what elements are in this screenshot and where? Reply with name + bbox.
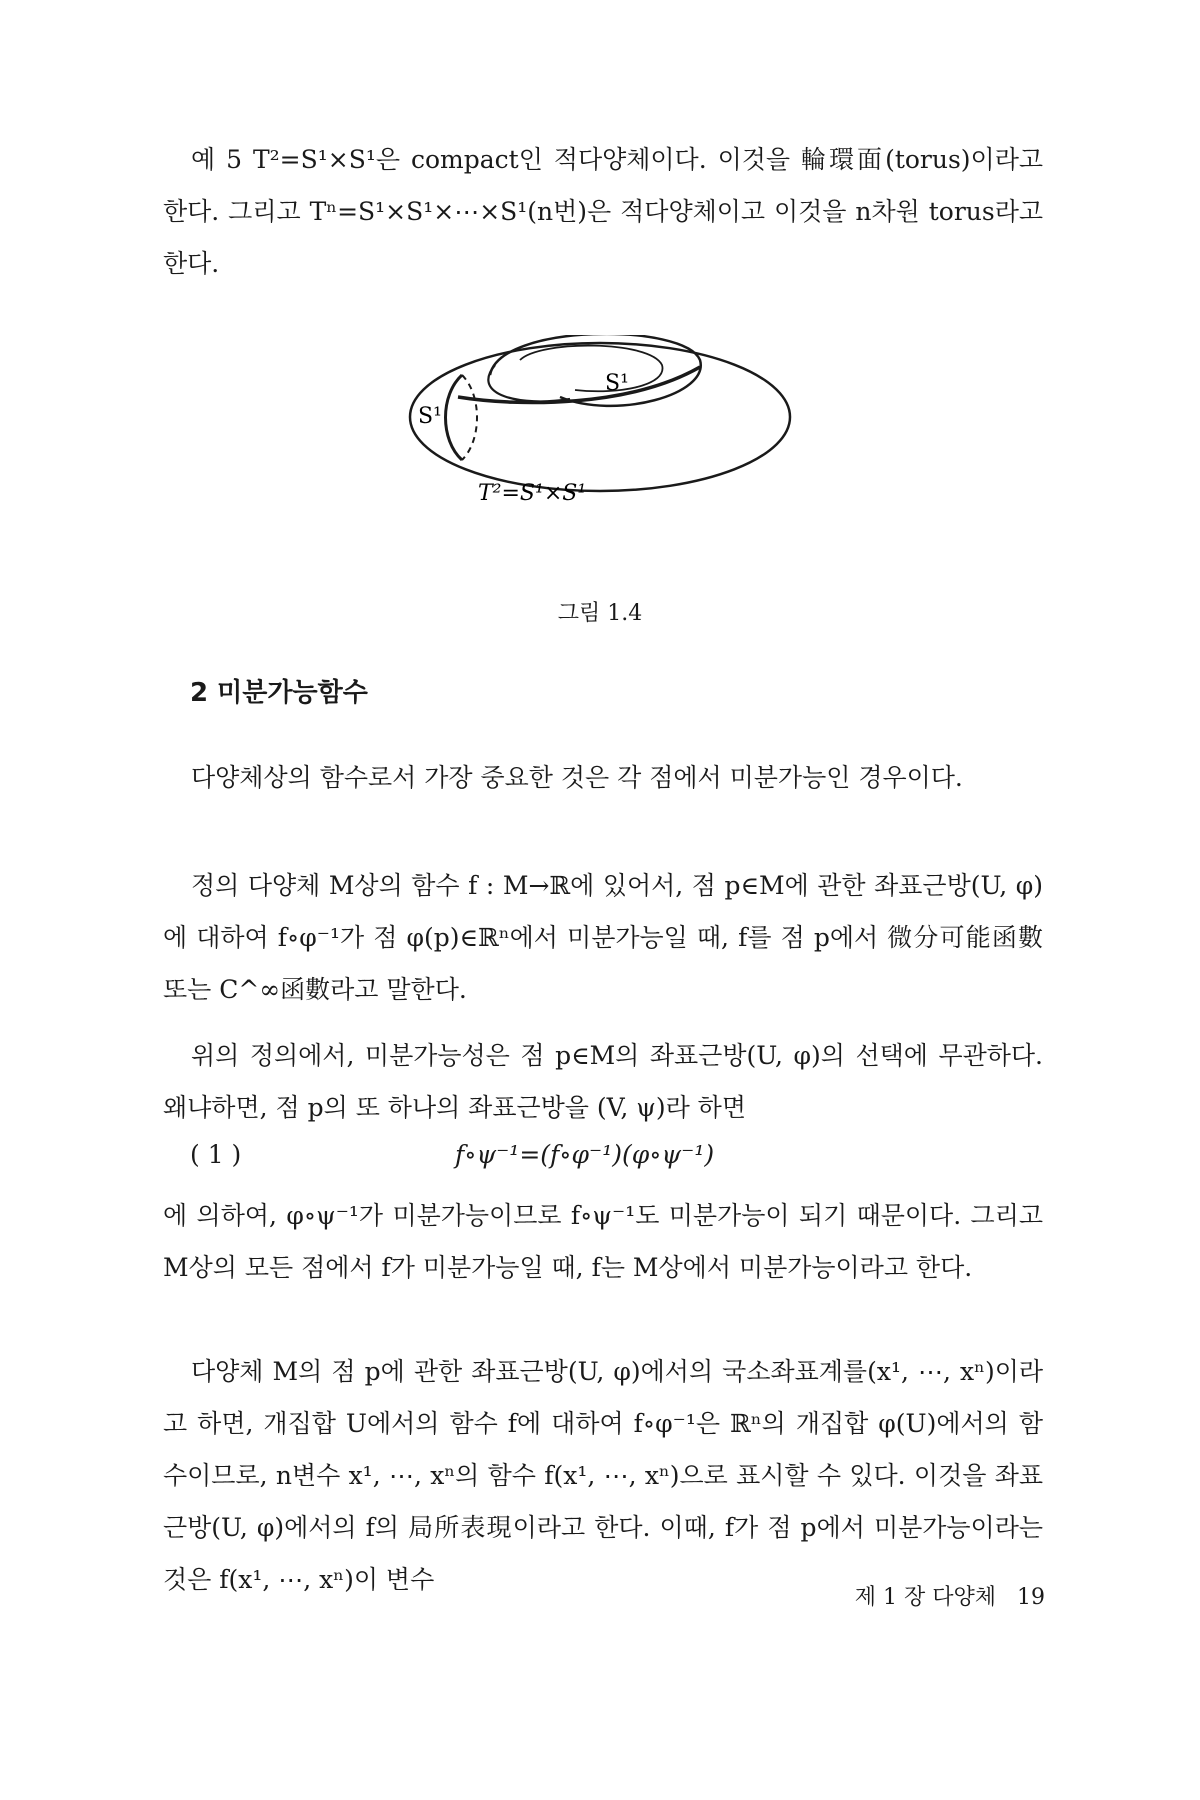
torus-inner-ring (520, 346, 663, 392)
example-5-paragraph: 예 5 T²=S¹×S¹은 compact인 적다양체이다. 이것을 輪環面(torus)이라고 한다. 그리고 Tⁿ=S¹×S¹×⋯×S¹(n번)은 적다양체이고 이것을 n차원 torus라고 한다. (163, 145, 1043, 278)
section-title: 2 미분가능함수 (190, 678, 368, 708)
torus-formula-label: T²=S¹×S¹ (478, 481, 587, 506)
intro-paragraph: 다양체상의 함수로서 가장 중요한 것은 각 점에서 미분가능인 경우이다. (191, 763, 963, 792)
torus-figure (400, 335, 800, 575)
s1-label-left: S¹ (418, 404, 442, 429)
page-footer (841, 1580, 1045, 1611)
meridian-circle-front (446, 375, 463, 460)
chapter-label: 제 1 장 다양체 (854, 1585, 996, 1610)
local-representation-paragraph: 다양체 M의 점 p에 관한 좌표근방(U, φ)에서의 국소좌표계를(x¹, ⋯, xⁿ)이라고 하면, 개집합 U에서의 함수 f에 대하여 f∘φ⁻¹은 ℝⁿ의 개집합 φ(U)에서의 함수이므로, n변수 x¹, ⋯, xⁿ의 함수 f(x¹, ⋯, xⁿ)으로 표시할 수 있다. 이것을 좌표근방(U, φ)에서의 f의 局所表現이라고 한다. 이때, f가 점 p에서 미분가능이라는 것은 f(x¹, ⋯, xⁿ)이 변수 (163, 1357, 1043, 1594)
page-number: 19 (1017, 1585, 1045, 1610)
equation-number: ( 1 ) (190, 1140, 242, 1169)
meridian-circle-back (462, 375, 477, 460)
torus-diagram (400, 335, 800, 575)
definition-paragraph: 정의 다양체 M상의 함수 f : M→ℝ에 있어서, 점 p∈M에 관한 좌표근방(U, φ)에 대하여 f∘φ⁻¹가 점 φ(p)∈ℝⁿ에서 미분가능일 때, f를 점 p에서 微分可能函數 또는 C^∞函數라고 말한다. (163, 871, 1043, 1004)
s1-label-right: S¹ (605, 371, 629, 396)
remark-paragraph: 위의 정의에서, 미분가능성은 점 p∈M의 좌표근방(U, φ)의 선택에 무관하다. 왜냐하면, 점 p의 또 하나의 좌표근방을 (V, ψ)라 하면 (163, 1041, 1043, 1122)
torus-hole-lower (488, 365, 570, 401)
after-equation-paragraph: 에 의하여, φ∘ψ⁻¹가 미분가능이므로 f∘ψ⁻¹도 미분가능이 되기 때문이다. 그리고 M상의 모든 점에서 f가 미분가능일 때, f는 M상에서 미분가능이라고 한다. (163, 1201, 1043, 1282)
torus-outer-outline (410, 343, 790, 491)
figure-caption: 그림 1.4 (557, 601, 643, 626)
equation-body: f∘ψ⁻¹=(f∘φ⁻¹)(φ∘ψ⁻¹) (455, 1140, 715, 1169)
